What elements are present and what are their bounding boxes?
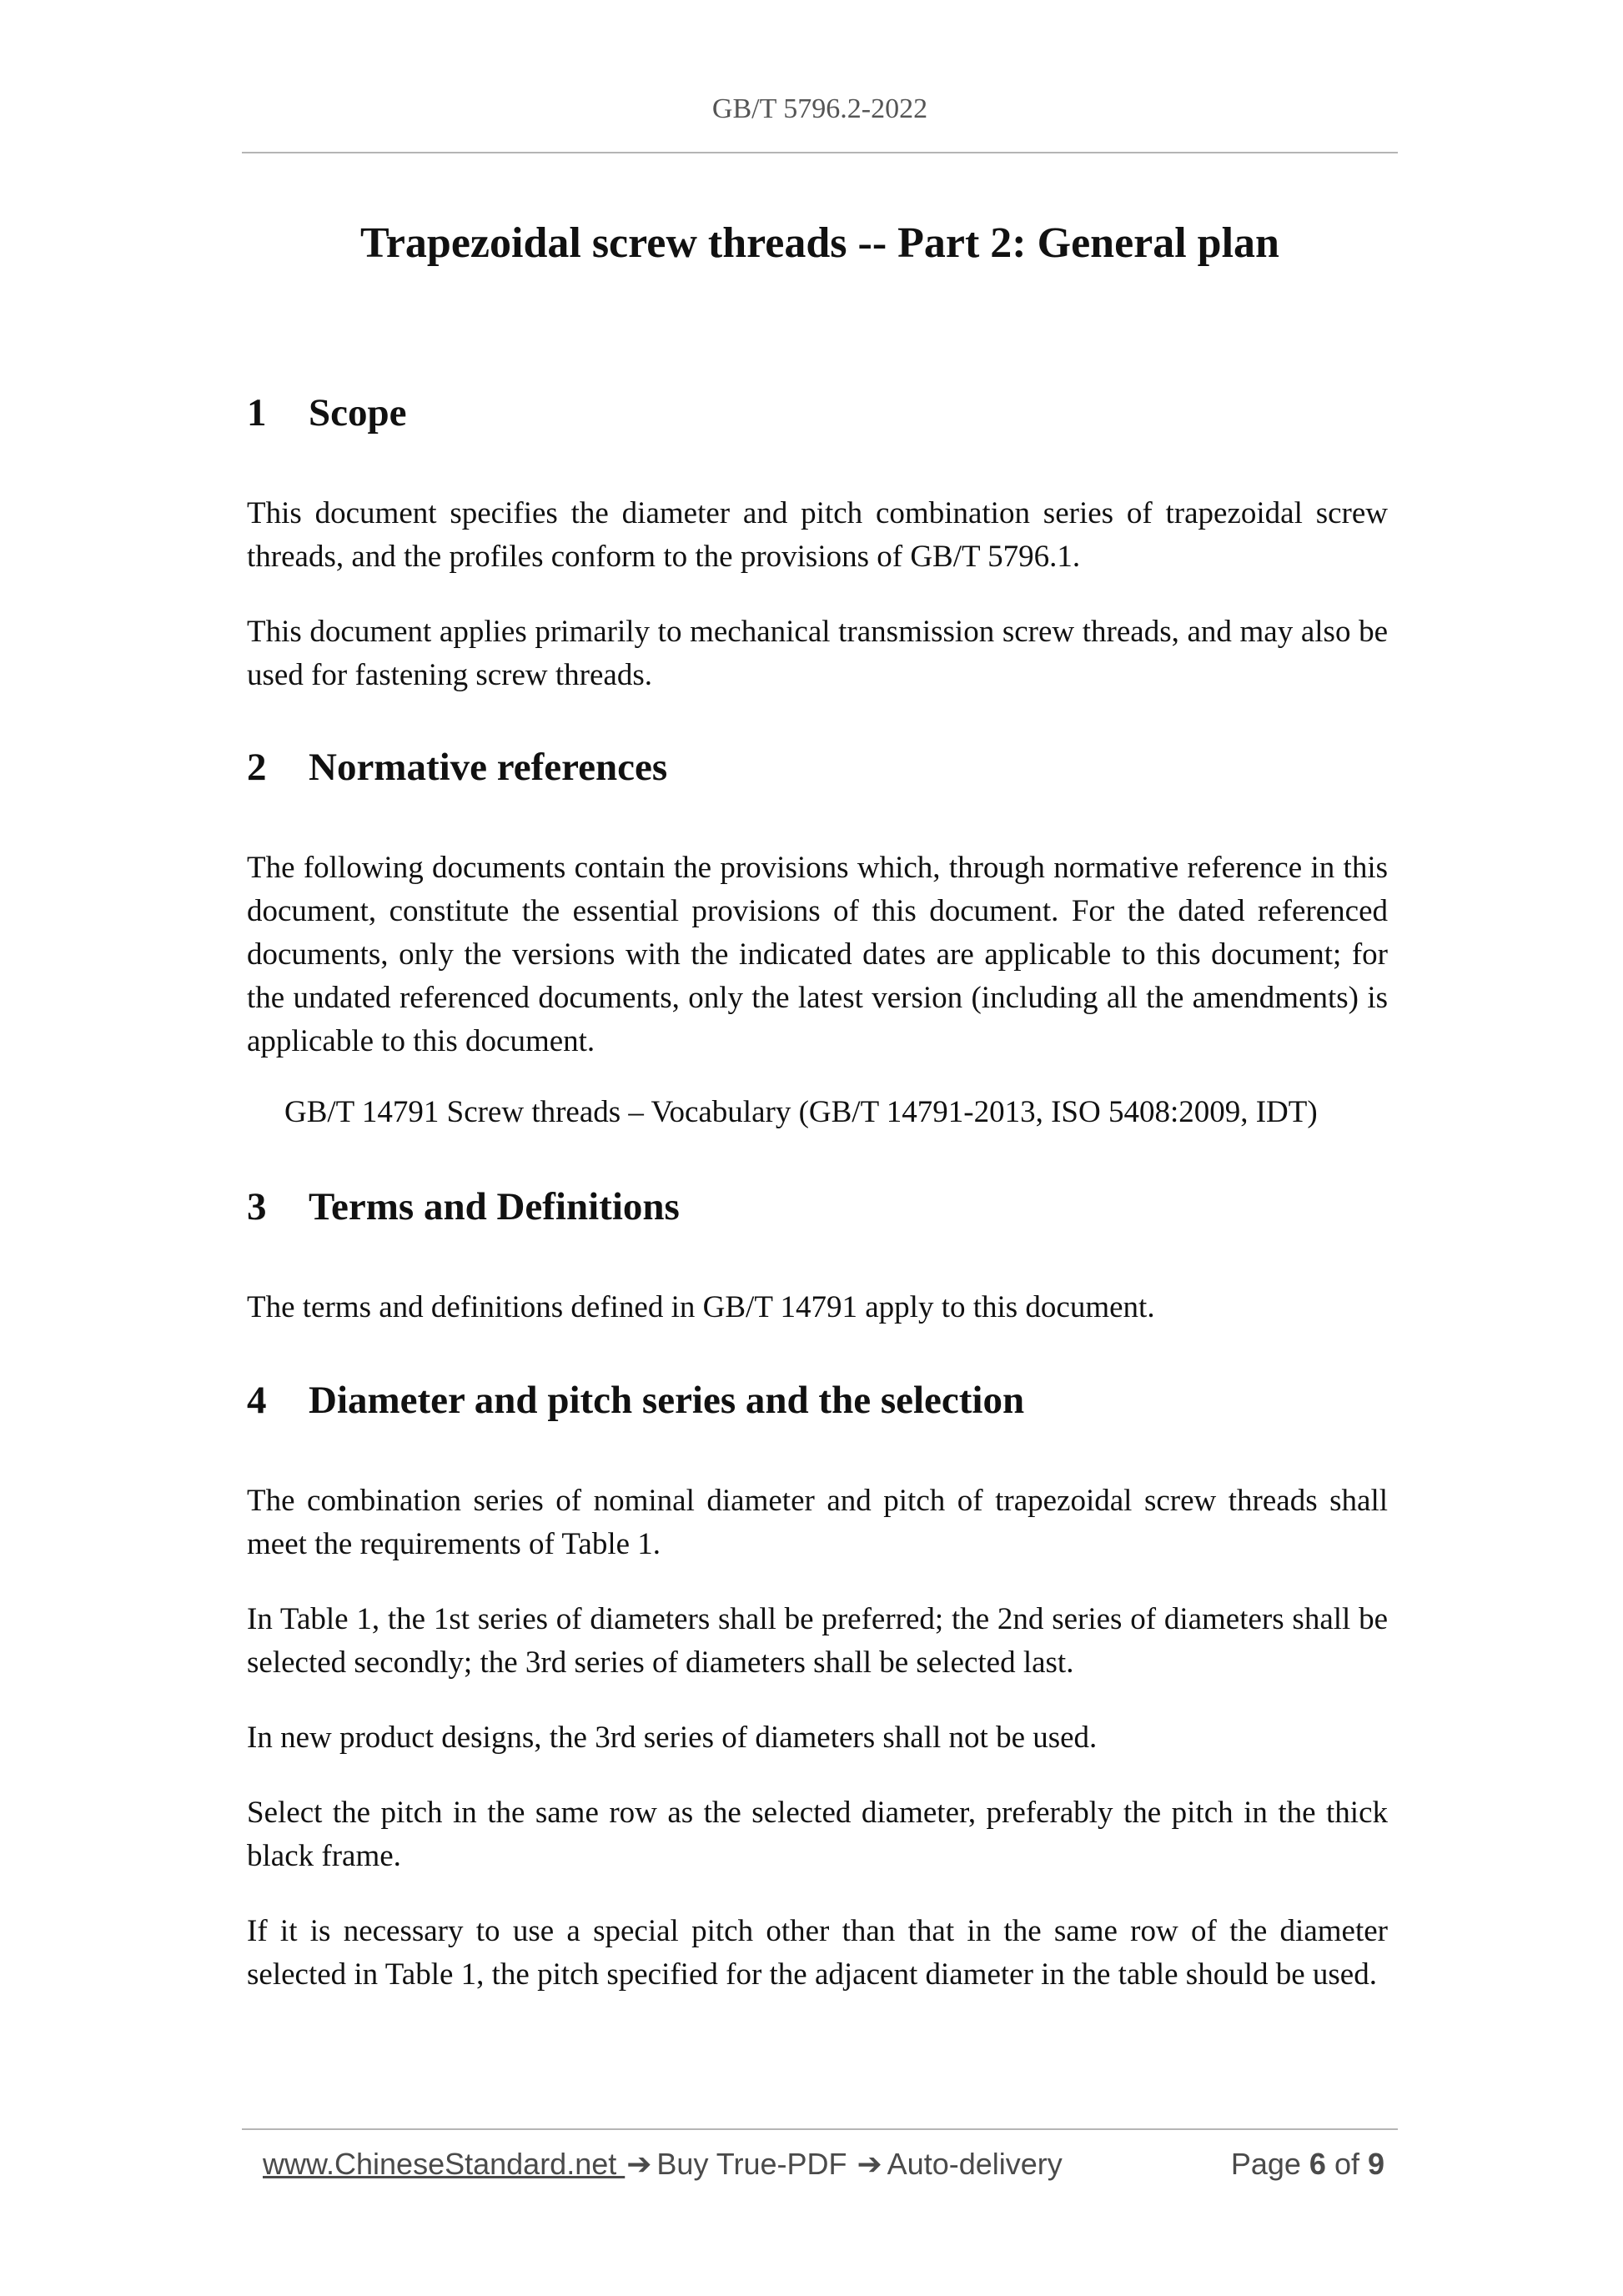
section-3-heading <box>247 1184 680 1229</box>
right-arrow-icon: ➔ <box>626 2147 652 2181</box>
section-title: Normative references <box>309 746 668 789</box>
reference-item: GB/T 14791 Screw threads – Vocabulary (GB/T 14791-2013, ISO 5408:2009, IDT) <box>284 1095 1318 1129</box>
paragraph: The combination series of nominal diameter and pitch of trapezoidal screw threads shall meet the requirements of Table 1. <box>247 1484 1388 1561</box>
paragraph: This document specifies the diameter and pitch combination series of trapezoidal screw threads, and the profiles conform to the provisions of GB/T 5796.1. <box>247 496 1388 574</box>
page-indicator <box>1231 2147 1384 2182</box>
section-number: 1 <box>247 391 267 435</box>
footer-divider <box>242 2128 1398 2130</box>
buy-pdf-text: Buy True-PDF <box>656 2147 847 2181</box>
website-link[interactable]: www.ChineseStandard.net <box>263 2147 626 2181</box>
paragraph: This document applies primarily to mechanical transmission screw threads, and may also be used for fastening screw threads. <box>247 615 1388 692</box>
current-page-number: 6 <box>1309 2147 1326 2181</box>
section-2-heading <box>247 745 667 790</box>
section-title: Terms and Definitions <box>309 1185 680 1228</box>
section-title: Scope <box>309 391 407 435</box>
page-label: Page <box>1230 2147 1301 2181</box>
right-arrow-icon: ➔ <box>857 2147 882 2181</box>
page-of-label: of <box>1334 2147 1359 2181</box>
document-title: Trapezoidal screw threads -- Part 2: General plan <box>360 219 1279 267</box>
paragraph: Select the pitch in the same row as the selected diameter, preferably the pitch in the thick black frame. <box>247 1796 1388 1873</box>
page-footer <box>263 2147 1384 2187</box>
header-divider <box>242 152 1398 153</box>
section-title: Diameter and pitch series and the selection <box>309 1379 1025 1422</box>
section-number: 4 <box>247 1379 267 1422</box>
paragraph: The terms and definitions defined in GB/T 14791 apply to this document. <box>247 1290 1155 1324</box>
section-number: 2 <box>247 746 267 789</box>
paragraph: If it is necessary to use a special pitch other than that in the same row of the diameter selected in Table 1, the pitch specified for the adjacent diameter in the table should be used. <box>247 1914 1388 1992</box>
section-4-heading <box>247 1378 1024 1423</box>
running-header: GB/T 5796.2-2022 <box>711 93 928 124</box>
paragraph: In new product designs, the 3rd series of diameters shall not be used. <box>247 1721 1098 1755</box>
paragraph: The following documents contain the provisions which, through normative reference in this document, constitute the essential provisions of this document. For the dated referenced documents, only the versions with the indicated dates are applicable to this document; for the undated referenced documents, only the latest version (including all the amendments) is applicable to this document. <box>247 851 1388 1058</box>
total-pages-number: 9 <box>1367 2147 1384 2181</box>
section-number: 3 <box>247 1185 267 1228</box>
section-1-heading <box>247 390 407 435</box>
footer-promo <box>263 2147 1063 2182</box>
auto-delivery-text: Auto-delivery <box>887 2147 1063 2181</box>
paragraph: In Table 1, the 1st series of diameters shall be preferred; the 2nd series of diameters shall be selected secondly; the 3rd series of diameters shall be selected last. <box>247 1602 1388 1680</box>
